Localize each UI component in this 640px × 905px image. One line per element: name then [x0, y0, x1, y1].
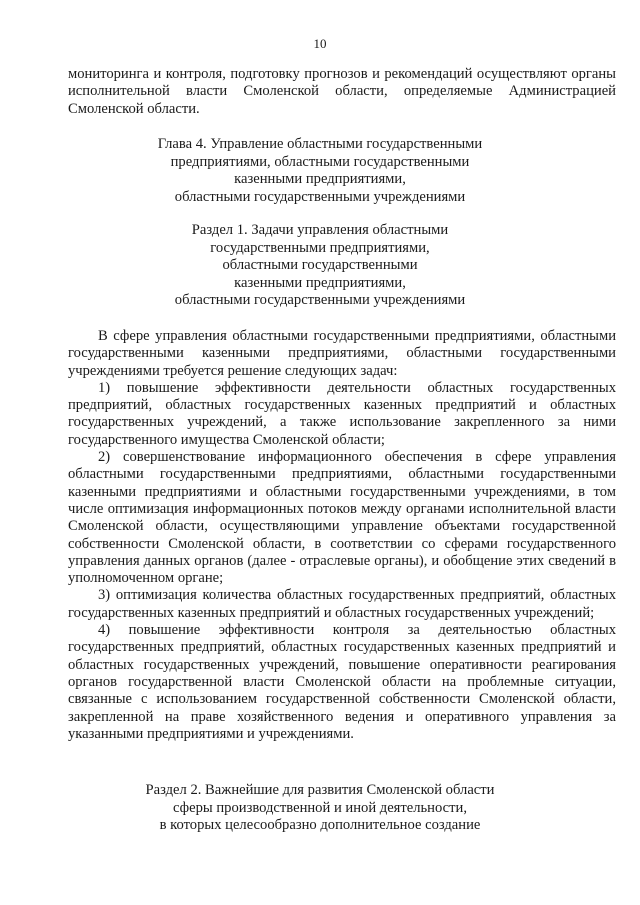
chapter-heading-line: областными государственными учреждениями	[174, 188, 466, 205]
top-paragraph-block	[68, 66, 616, 118]
section-1-heading	[60, 222, 580, 310]
section-1-heading-line: Раздел 1. Задачи управления областными	[191, 222, 449, 238]
top-paragraph: мониторинга и контроля, подготовку прогнозов и рекомендаций осуществляют органы исполнительной власти Смоленской области, определяемые Администрацией Смоленской области.	[68, 66, 616, 117]
section-1-intro-paragraph: В сфере управления областными государственными предприятиями, областными государственными казенными предприятиями, областными государственными учреждениями требуется решение следующих задач:	[68, 328, 616, 379]
section-1-heading-line: государственными предприятиями,	[210, 239, 430, 256]
section-1-body	[68, 328, 616, 743]
chapter-heading-line: предприятиями, областными государственными	[170, 153, 470, 170]
page-number: 10	[313, 36, 327, 51]
chapter-heading-line: казенными предприятиями,	[234, 171, 406, 188]
section-1-heading-line: областными государственными учреждениями	[174, 292, 466, 309]
section-1-heading-line: казенными предприятиями,	[234, 274, 406, 291]
chapter-heading-line: Глава 4. Управление областными государственными	[157, 136, 483, 152]
section-2-heading	[60, 782, 580, 835]
section-2-heading-line: Раздел 2. Важнейшие для развития Смоленской области	[145, 782, 495, 798]
task-item-2: 2) совершенствование информационного обеспечения в сфере управления областными государственными предприятиями, областными государственными казенными предприятиями и областными государственными учреждениями, в том числе оптимизация информационных потоков между органами исполнительной власти Смоленской области, осуществляющими управление объектами государственной собственности Смоленской области, в соответствии со сферами государственного управления данных органов (далее - отраслевые органы), и обобщение этих сведений в уполномоченном органе;	[68, 449, 616, 587]
section-2-heading-line: в которых целесообразно дополнительное создание	[159, 817, 481, 834]
task-item-1: 1) повышение эффективности деятельности областных государственных предприятий, областных государственных казенных предприятий и областных государственных учреждений, а также использование закрепленного за ними государственного имущества Смоленской области;	[68, 379, 616, 448]
task-item-4: 4) повышение эффективности контроля за деятельностью областных государственных предприятий, областных государственных казенных предприятий и областных государственных учреждений, повышение оперативности реагирования органов государственной власти Смоленской области на проблемные ситуации, связанные с использованием государственной собственности Смоленской области, закрепленной на праве хозяйственного ведения и оперативного управления за указанными предприятиями и учреждениями.	[68, 622, 616, 742]
task-item-3: 3) оптимизация количества областных государственных предприятий, областных государственных казенных предприятий и областных государственных учреждений;	[68, 587, 616, 621]
section-1-heading-line: областными государственными	[222, 257, 418, 274]
section-2-heading-line: сферы производственной и иной деятельности,	[173, 799, 467, 816]
chapter-heading	[60, 136, 580, 206]
